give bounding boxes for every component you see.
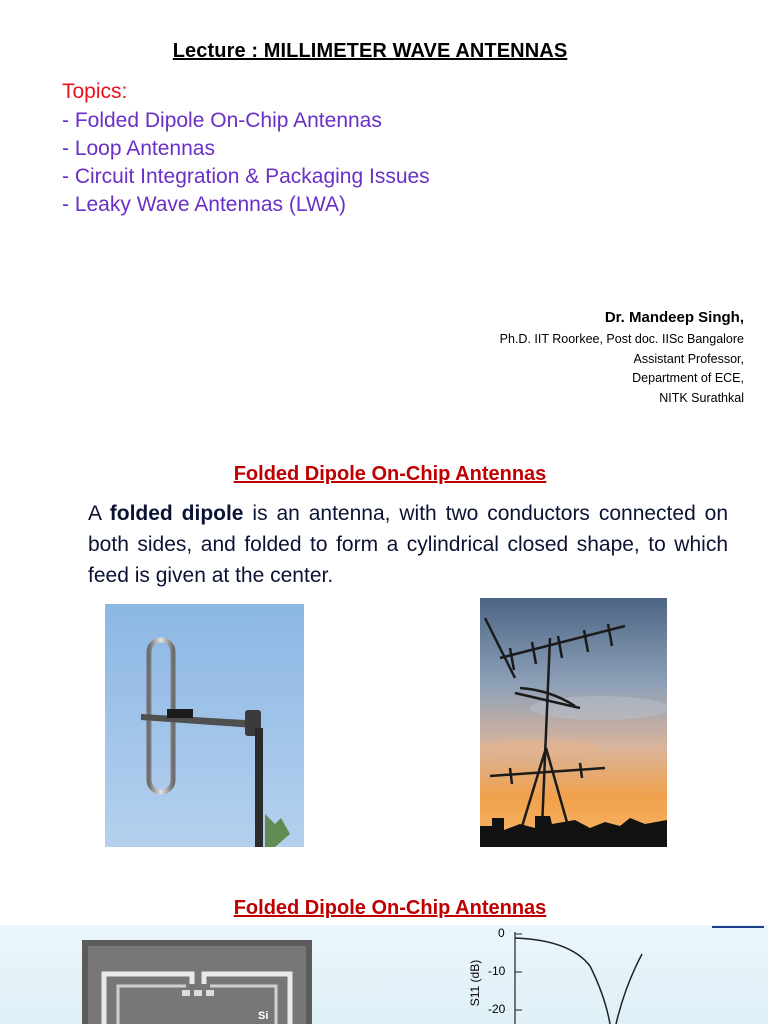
author-institute: NITK Surathkal [659, 390, 744, 405]
author-affiliation: Ph.D. IIT Roorkee, Post doc. IISc Bangalore [499, 332, 744, 346]
author-name: Dr. Mandeep Singh, [604, 309, 744, 326]
section-heading: Folded Dipole On-Chip Antennas [233, 463, 547, 485]
s11-plot [460, 926, 660, 1024]
s11-curve [515, 938, 642, 1024]
topic-item: - Circuit Integration & Packaging Issues [62, 165, 430, 188]
topics-label: Topics: [62, 80, 128, 103]
author-block [500, 306, 744, 408]
tv-antenna-photo [480, 598, 667, 847]
section-heading: Folded Dipole On-Chip Antennas [233, 897, 547, 919]
topic-item: - Leaky Wave Antennas (LWA) [62, 193, 347, 216]
paragraph-text: A [88, 502, 110, 525]
accent-line [712, 926, 764, 928]
topic-item: - Loop Antennas [62, 137, 215, 160]
folded-dipole-photo [105, 604, 304, 847]
tick-label: 0 [498, 926, 505, 940]
tick-label: -20 [488, 1002, 506, 1016]
si-label: Si [258, 1010, 269, 1022]
topic-item: - Folded Dipole On-Chip Antennas [62, 109, 382, 132]
tick-label: -10 [488, 964, 506, 978]
lecture-title: Lecture : MILLIMETER WAVE ANTENNAS [172, 40, 568, 62]
definition-paragraph [88, 498, 728, 591]
author-position: Assistant Professor, [633, 351, 744, 366]
paragraph-text: is an antenna, with two conductors connected on both sides, and folded to form a cylindrical closed shape, to which feed is given at the center. [88, 502, 729, 587]
paragraph-bold-term: folded dipole [109, 502, 244, 525]
author-department: Department of ECE, [632, 371, 744, 385]
on-chip-antenna-micrograph [82, 940, 312, 1024]
y-axis-label: S11 (dB) [468, 959, 483, 1007]
